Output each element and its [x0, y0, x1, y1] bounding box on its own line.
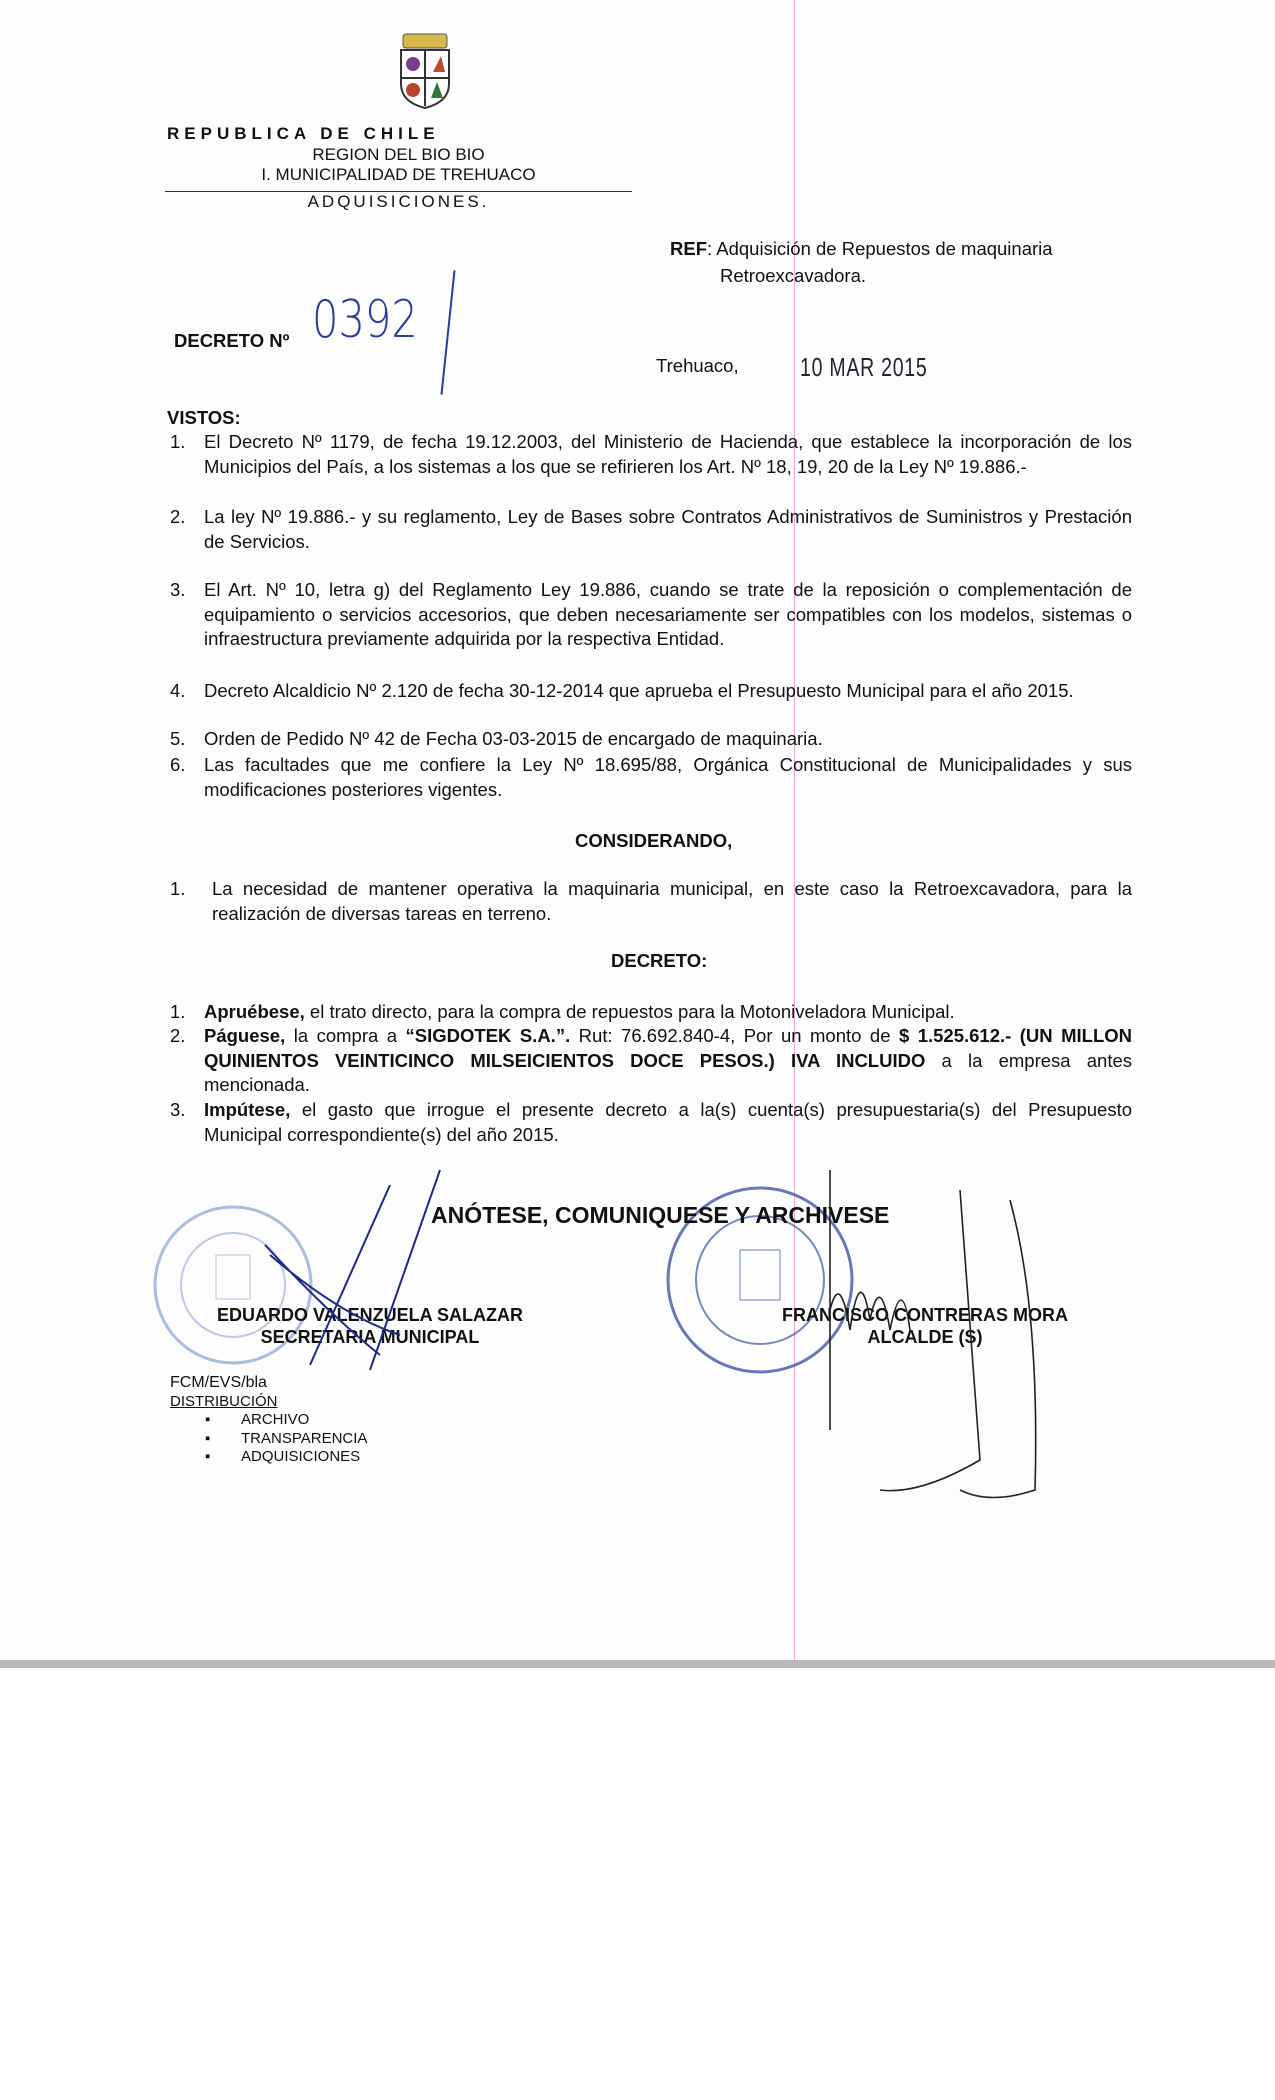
list-item: [204, 1098, 1132, 1147]
list-number: 2.: [170, 1025, 186, 1046]
secretary-name: EDUARDO VALENZUELA SALAZAR: [217, 1305, 523, 1325]
list-item: ▪ ARCHIVO: [205, 1411, 310, 1428]
item-text: el trato directo, para la compra de repuestos para la Motoniveladora Municipal.: [304, 1001, 955, 1022]
secretary-signature: [250, 1165, 450, 1375]
ref-text: : Adquisición de Repuestos de maquinaria: [707, 238, 1053, 259]
list-item: Orden de Pedido Nº 42 de Fecha 03-03-2015 de encargado de maquinaria.: [204, 728, 823, 749]
region-heading: REGION DEL BIO BIO: [312, 145, 485, 164]
list-number: 3.: [170, 579, 186, 600]
mayor-name: FRANCISCO CONTRERAS MORA: [782, 1305, 1068, 1325]
company-name: “SIGDOTEK S.A.”.: [405, 1025, 571, 1046]
list-item: [204, 1000, 1132, 1025]
list-item: Las facultades que me confiere la Ley Nº 18.695/88, Orgánica Constitucional de Municipalidades y sus modificaciones posteriores vigentes.: [204, 754, 1132, 800]
list-number: 1.: [170, 1001, 186, 1022]
list-item: ▪ ADQUISICIONES: [205, 1448, 361, 1465]
list-item: Decreto Alcaldicio Nº 2.120 de fecha 30-12-2014 que aprueba el Presupuesto Municipal para el año 2015.: [204, 680, 1074, 701]
item-keyword: Páguese,: [204, 1025, 286, 1046]
municipal-crest-logo: [393, 32, 457, 110]
mayor-role: ALCALDE (S): [867, 1327, 983, 1347]
list-number: 6.: [170, 754, 186, 775]
list-item: La necesidad de mantener operativa la maquinaria municipal, en este caso la Retroexcavadora, para la realización de diversas tareas en terreno.: [212, 878, 1132, 924]
item-text: Rut: 76.692.840-4, Por un monto de: [570, 1025, 899, 1046]
decreto-title: DECRETO:: [611, 950, 708, 971]
department-heading: ADQUISICIONES.: [307, 192, 490, 211]
ref-label: REF: [670, 238, 707, 259]
list-number: 3.: [170, 1099, 186, 1120]
country-heading: REPUBLICA DE CHILE: [167, 124, 440, 143]
place-text: Trehuaco,: [656, 355, 739, 376]
distribution-item: ADQUISICIONES: [241, 1448, 361, 1465]
secretary-role: SECRETARIA MUNICIPAL: [260, 1327, 480, 1347]
initials: FCM/EVS/bla: [170, 1374, 267, 1391]
list-number: 4.: [170, 680, 186, 701]
date-stamp: 10 MAR 2015: [800, 352, 928, 382]
ref-line: [670, 237, 1053, 262]
list-number: 1.: [170, 431, 186, 452]
list-item: [204, 1024, 1132, 1098]
list-number: 2.: [170, 506, 186, 527]
decree-label: DECRETO Nº: [174, 330, 290, 351]
closing-formula: ANÓTESE, COMUNIQUESE Y ARCHIVESE: [431, 1202, 890, 1228]
decree-number-handwritten: 0392: [312, 290, 418, 350]
considerando-title: CONSIDERANDO,: [575, 830, 733, 851]
distribution-list: [205, 1411, 367, 1467]
list-item: La ley Nº 19.886.- y su reglamento, Ley de Bases sobre Contratos Administrativos de Suministros y Prestación de Servicios.: [204, 506, 1132, 552]
municipality-heading: I. MUNICIPALIDAD DE TREHUACO: [261, 165, 536, 184]
page-edge: [0, 1660, 1275, 1668]
list-number: 1.: [170, 878, 186, 899]
distribution-item: TRANSPARENCIA: [241, 1429, 368, 1447]
list-item: El Decreto Nº 1179, de fecha 19.12.2003, del Ministerio de Hacienda, que establece la incorporación de los Municipios del País, a los sistemas a los que se refirieren los Art. Nº 18, 19, 20 de la Ley Nº 19.886.-: [204, 431, 1132, 477]
amount: $ 1.525.612.- (UN MILLON QUINIENTOS VEINTICINCO MILSEICIENTOS DOCE PESOS.) IVA INCLUIDO: [204, 1025, 1133, 1071]
item-text: la compra a: [285, 1025, 406, 1046]
list-number: 5.: [170, 728, 186, 749]
ref-line-2: Retroexcavadora.: [720, 265, 867, 286]
distribution-title: DISTRIBUCIÓN: [170, 1393, 278, 1410]
item-text: a la empresa antes mencionada.: [204, 1049, 1133, 1096]
list-item: ▪ TRANSPARENCIA: [205, 1429, 368, 1447]
vistos-title: VISTOS:: [167, 407, 241, 428]
item-keyword: Apruébese,: [204, 1001, 305, 1022]
item-keyword: Impútese,: [204, 1099, 291, 1120]
mayor-signature: [810, 1160, 1060, 1500]
list-item: El Art. Nº 10, letra g) del Reglamento Ley 19.886, cuando se trate de la reposición o complementación de equipamiento o servicios accesorios, que deben necesariamente ser compatibles con los modelos, sistemas o infraestructura previamente adquirida por la respectiva Entidad.: [204, 579, 1132, 650]
item-text: el gasto que irrogue el presente decreto a la(s) cuenta(s) presupuestaria(s) del Presupuesto Municipal correspondiente(s) del año 2015.: [204, 1099, 1132, 1145]
distribution-item: ARCHIVO: [241, 1411, 310, 1428]
